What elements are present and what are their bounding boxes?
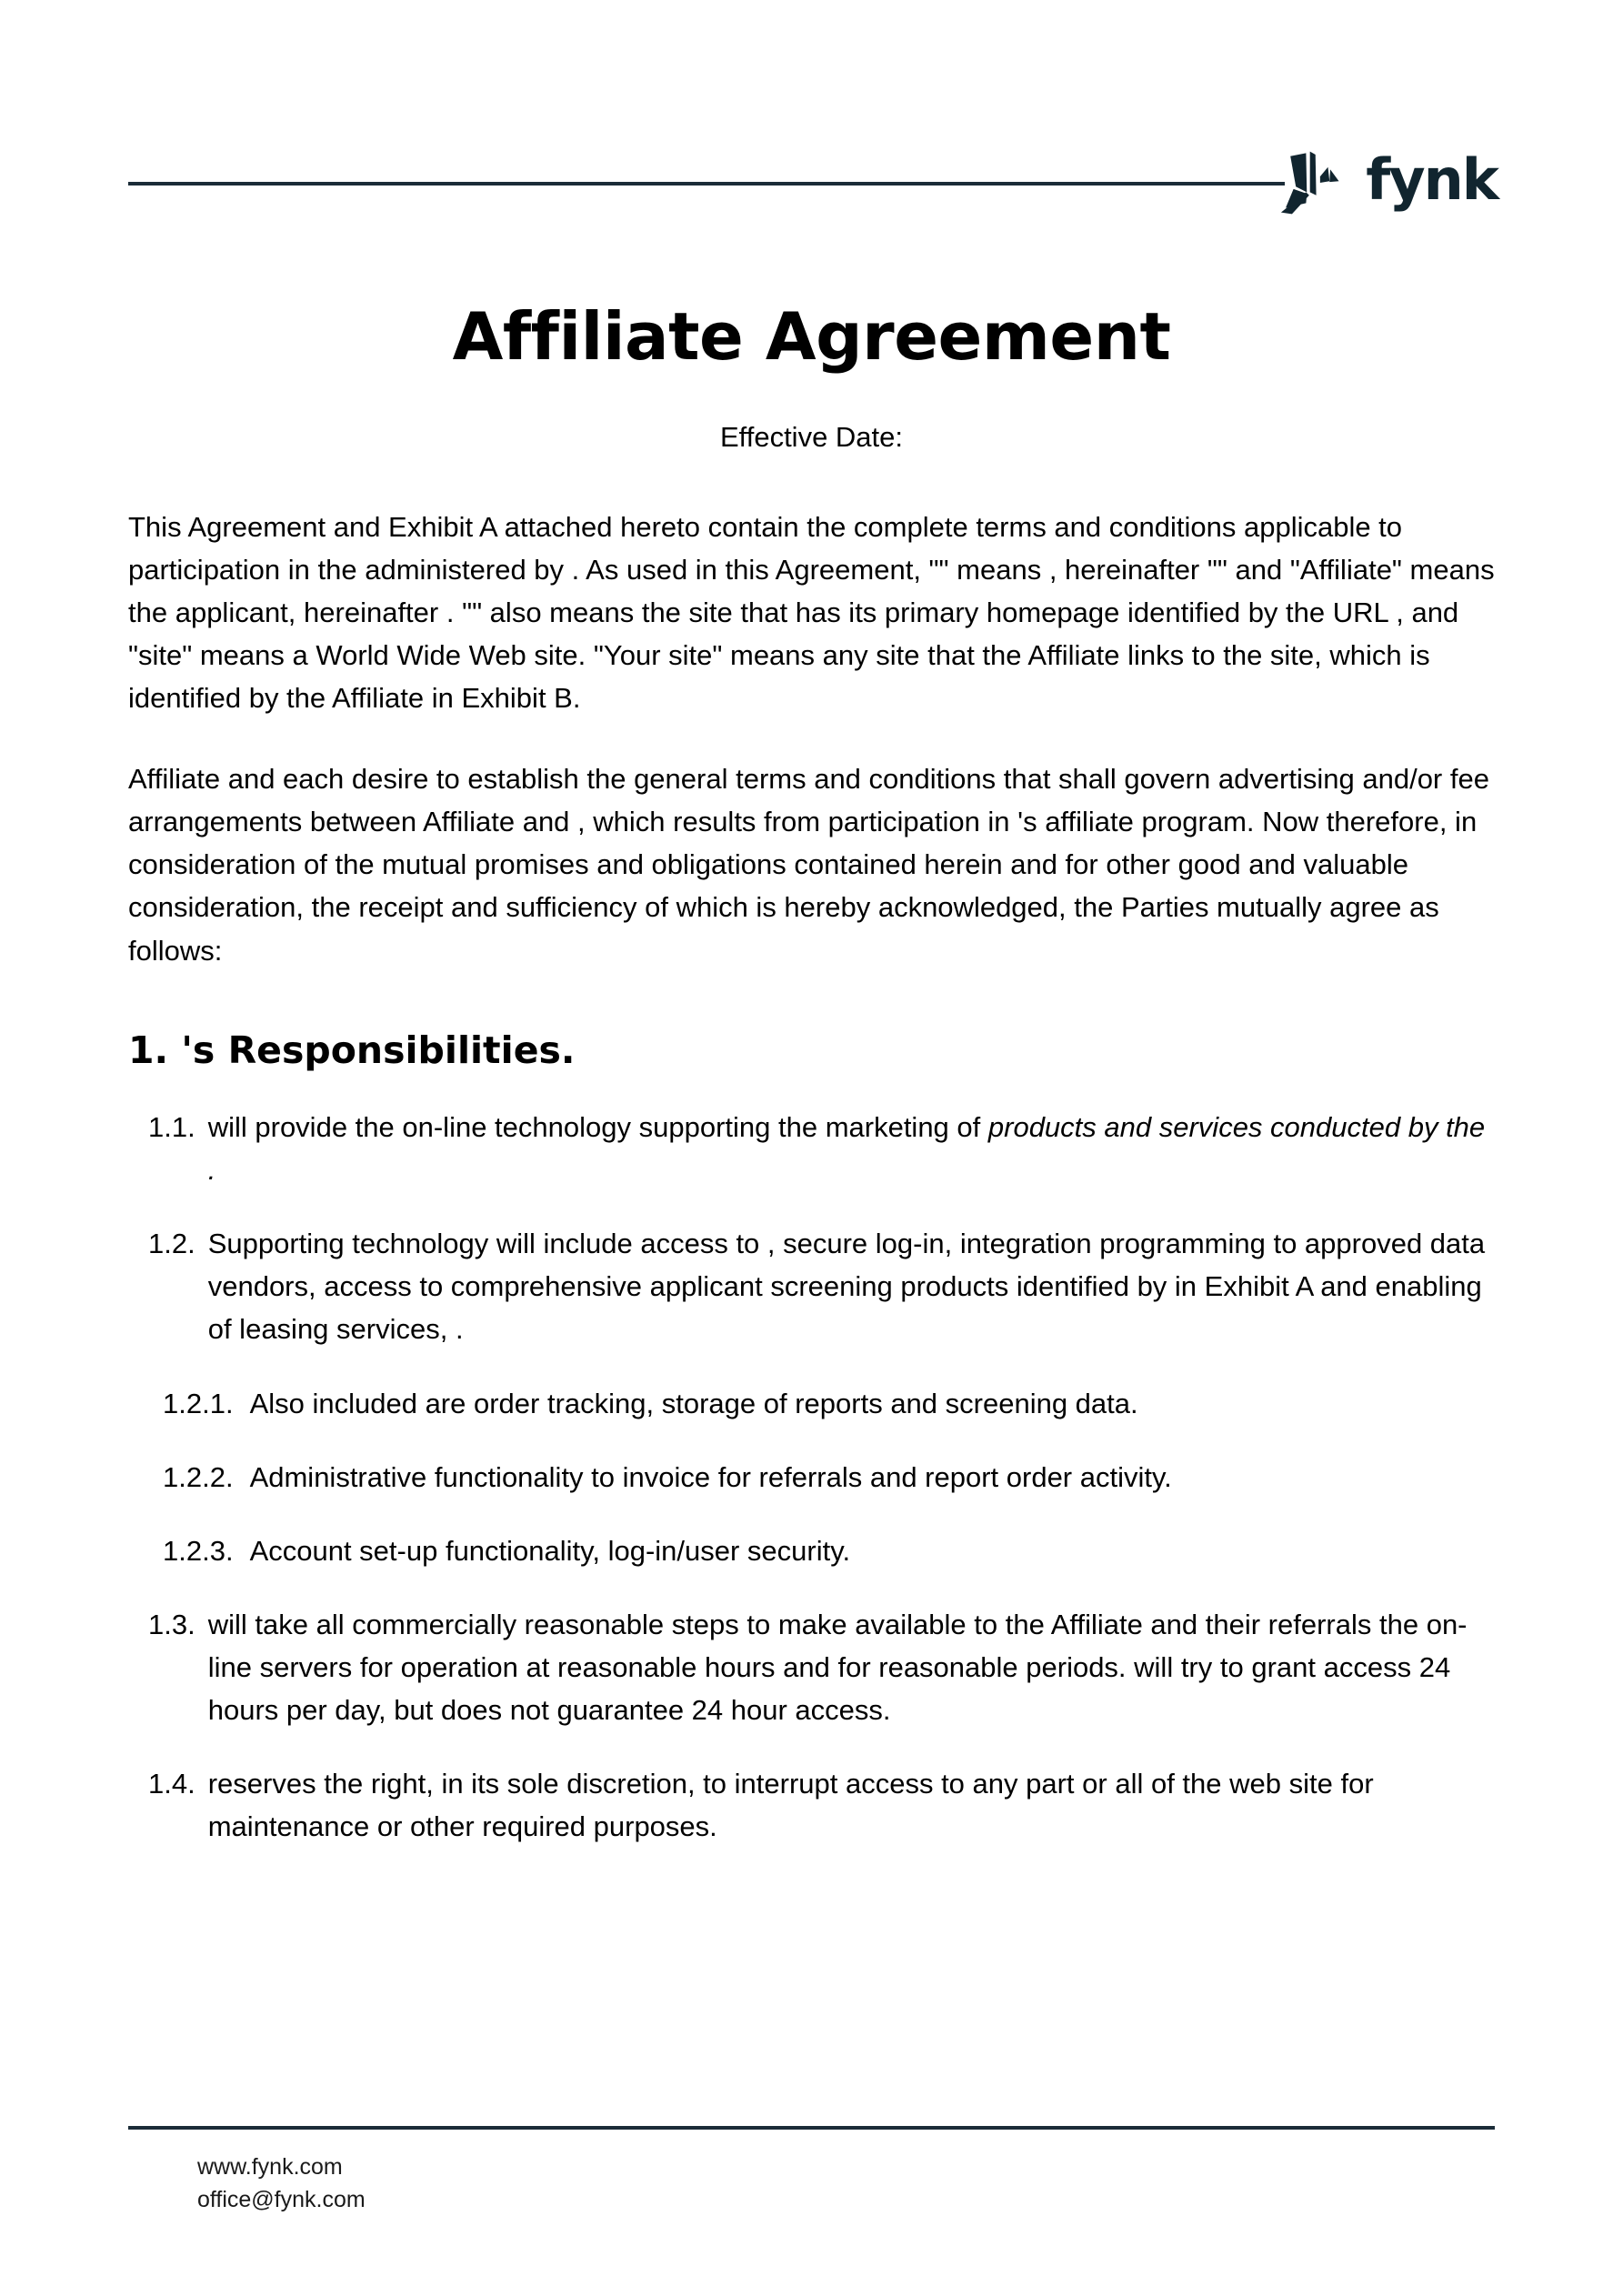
footer-email[interactable]: office@fynk.com (197, 2186, 366, 2212)
intro-paragraph-2: Affiliate and each desire to establish the general terms and conditions that shall govern advertising and/or fee arrangements between Affiliate and , which results from participation in 's affiliate program. Now therefore, in consideration of the mutual promises and obligations contained herein and for other good and valuable consideration, the receipt and sufficiency of which is hereby acknowledged, the Parties mutually agree as follows: (128, 763, 1489, 967)
page-title: Affiliate Agreement (452, 298, 1171, 375)
brand-logo (1275, 144, 1498, 222)
clause-text: Also included are order tracking, storage of reports and screening data. (249, 1387, 1138, 1419)
header-divider (128, 182, 1285, 185)
clause-1-4 (128, 1762, 1495, 1848)
clause-1-3 (128, 1603, 1495, 1731)
clause-text: reserves the right, in its sole discretion, to interrupt access to any part or all of the web site for maintenance or other required purposes. (207, 1768, 1374, 1843)
clause-number: 1.4. (148, 1768, 195, 1800)
footer-divider (128, 2126, 1495, 2130)
fynk-bird-logo-icon (1275, 144, 1353, 222)
clause-number: 1.3. (148, 1608, 195, 1640)
clause-text-plain: will provide the on-line technology supporting the marketing of (207, 1110, 988, 1143)
clause-number: 1.2. (148, 1228, 195, 1260)
page-footer (128, 2126, 1495, 2216)
clause-text: Account set-up functionality, log-in/user security. (249, 1534, 851, 1567)
clause-text-italic: products and services conducted by the . (207, 1110, 1486, 1187)
fynk-wordmark: fynk (1366, 146, 1498, 213)
clause-number: 1.2.1. (163, 1387, 234, 1419)
page-header (0, 0, 1623, 227)
clause-number: 1.2.2. (163, 1460, 234, 1493)
clause-1-2-2 (128, 1456, 1495, 1499)
clause-text: Supporting technology will include access to , secure log-in, integration programming to approved data vendors, access to comprehensive applicant screening products identified by in Exhibit A and enabling of leasing services, . (207, 1228, 1486, 1346)
section-heading-responsibilities: 1. 's Responsibilities. (128, 1028, 576, 1072)
clause-1-2-3 (128, 1529, 1495, 1572)
clause-1-2 (128, 1222, 1495, 1350)
clause-text: Administrative functionality to invoice for referrals and report order activity. (249, 1460, 1172, 1493)
clause-text (208, 1106, 1495, 1191)
clause-number: 1.1. (148, 1110, 195, 1143)
footer-contact (128, 2151, 1495, 2216)
effective-date-label: Effective Date: (719, 420, 904, 453)
clause-text: will take all commercially reasonable steps to make available to the Affiliate and their referrals the on-line servers for operation at reasonable hours and for reasonable periods. will try to grant access 24 hours per day, but does not guarantee 24 hour access. (207, 1608, 1468, 1727)
clause-1-2-1 (128, 1382, 1495, 1425)
footer-website[interactable]: www.fynk.com (197, 2154, 343, 2180)
document-body (128, 300, 1495, 1879)
clause-1-1 (128, 1106, 1495, 1191)
intro-paragraph-1: This Agreement and Exhibit A attached hereto contain the complete terms and conditions applicable to participation in the administered by . As used in this Agreement, "" means , hereinafter "" and "Affiliate" means the applicant, hereinafter . "" also means the site that has its primary homepage identified by the URL , and "site" means a World Wide Web site. "Your site" means any site that the Affiliate links to the site, which is identified by the Affiliate in Exhibit B. (128, 510, 1495, 714)
clause-number: 1.2.3. (163, 1534, 234, 1567)
